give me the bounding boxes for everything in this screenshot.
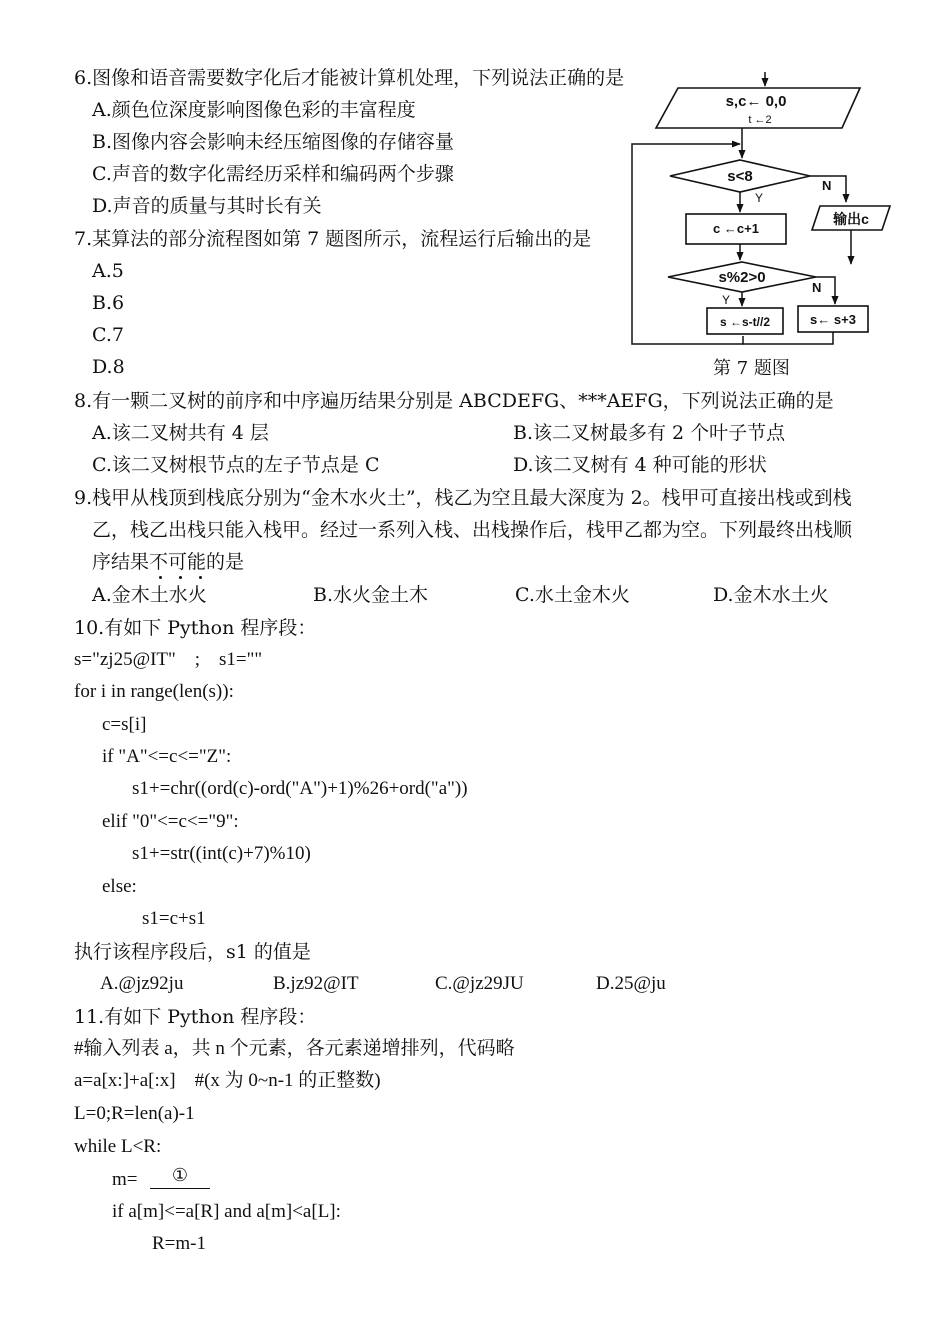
q11-code-line: while L<R: <box>74 1136 162 1157</box>
q10-stem: 10.有如下 Python 程序段： <box>74 617 317 639</box>
q9-option-a: A.金木土水火 <box>92 584 207 606</box>
init-line2: t ←2 <box>748 114 772 126</box>
q7-flowchart <box>620 66 910 376</box>
q10-option-c: C.@jz29JU <box>435 973 524 994</box>
q10-code-line: else: <box>102 876 137 897</box>
q11-code-line: a=a[x:]+a[:x] #(x 为 0~n-1 的正整数) <box>74 1070 381 1091</box>
cond1-label: s<8 <box>727 168 753 185</box>
q8-option-a: A.该二叉树共有 4 层 <box>92 422 269 444</box>
q10-code-line: for i in range(len(s)): <box>74 681 234 702</box>
q9-option-c: C.水土金木火 <box>515 584 630 606</box>
q10-code-line: s1+=chr((ord(c)-ord("A")+1)%26+ord("a")) <box>132 778 468 799</box>
q7-figure-caption: 第 7 题图 <box>713 358 790 379</box>
q10-code-line: s1+=str((int(c)+7)%10) <box>132 843 311 864</box>
emphasis-dot <box>179 576 182 579</box>
q6-option-b: B.图像内容会影响未经压缩图像的存储容量 <box>92 131 455 153</box>
q9-line1: 9.栈甲从栈顶到栈底分别为“金木水火土”，栈乙为空且最大深度为 2。栈甲可直接出栈或到栈 <box>74 487 852 509</box>
cond2-yes: Y <box>722 293 731 307</box>
output-label: 输出c <box>833 211 869 227</box>
q10-option-a: A.@jz92ju <box>100 973 184 994</box>
q8-option-b: B.该二叉树最多有 2 个叶子节点 <box>513 422 786 444</box>
emphasis-dot <box>159 576 162 579</box>
q9-option-d: D.金木水土火 <box>713 584 829 606</box>
cond1-yes: Y <box>755 191 764 205</box>
q10-code-line: if "A"<=c<="Z": <box>102 746 232 767</box>
q7-option-d: D.8 <box>92 356 125 378</box>
q6-stem: 6.图像和语音需要数字化后才能被计算机处理，下列说法正确的是 <box>74 67 625 89</box>
q6-option-c: C.声音的数字化需经历采样和编码两个步骤 <box>92 163 454 185</box>
q11-code-line: m= <box>112 1169 138 1190</box>
q9-option-b: B.水火金土木 <box>313 584 429 606</box>
step-yes-label: s ←s-t//2 <box>719 315 771 329</box>
q6-option-d: D.声音的质量与其时长有关 <box>92 195 322 217</box>
cond2-no: N <box>812 280 822 295</box>
q7-option-b: B.6 <box>92 292 125 314</box>
q8-option-c: C.该二叉树根节点的左子节点是 C <box>92 454 380 476</box>
q10-option-d: D.25@ju <box>596 973 666 994</box>
q11-code-line: #输入列表 a，共 n 个元素，各元素递增排列，代码略 <box>74 1038 515 1059</box>
step-c-label: c ←c+1 <box>713 221 759 236</box>
q7-option-c: C.7 <box>92 324 124 346</box>
q10-option-b: B.jz92@IT <box>273 973 359 994</box>
q9-line3: 序结果不可能的是 <box>92 551 245 573</box>
q10-code-line: s1=c+s1 <box>142 908 206 929</box>
cond2-label: s%2>0 <box>718 269 766 286</box>
q8-option-d: D.该二叉树有 4 种可能的形状 <box>513 454 767 476</box>
q11-code-line: L=0;R=len(a)-1 <box>74 1103 195 1124</box>
step-no-label: s← s+3 <box>810 312 856 327</box>
init-line1: s,c← 0,0 <box>725 93 787 110</box>
emphasis-dot <box>199 576 202 579</box>
q11-stem: 11.有如下 Python 程序段： <box>74 1006 317 1028</box>
q11-code-line: R=m-1 <box>152 1233 206 1254</box>
q11-code-line: if a[m]<=a[R] and a[m]<a[L]: <box>112 1201 341 1222</box>
q7-option-a: A.5 <box>92 260 124 282</box>
q8-stem: 8.有一颗二叉树的前序和中序遍历结果分别是 ABCDEFG、***AEFG，下列说法正确的是 <box>74 390 834 412</box>
cond1-no: N <box>822 178 832 193</box>
q9-line2: 乙，栈乙出栈只能入栈甲。经过一系列入栈、出栈操作后，栈甲乙都为空。下列最终出栈顺 <box>92 519 853 541</box>
q10-code-line: elif "0"<=c<="9": <box>102 811 239 832</box>
q10-question: 执行该程序段后，s1 的值是 <box>74 941 311 963</box>
q7-stem: 7.某算法的部分流程图如第 7 题图所示，流程运行后输出的是 <box>74 228 592 250</box>
q10-code-line: c=s[i] <box>102 714 147 735</box>
q11-blank-1: ① <box>150 1164 210 1189</box>
q10-code-line: s="zj25@IT" ; s1="" <box>74 649 263 670</box>
q6-option-a: A.颜色位深度影响图像色彩的丰富程度 <box>92 99 416 121</box>
